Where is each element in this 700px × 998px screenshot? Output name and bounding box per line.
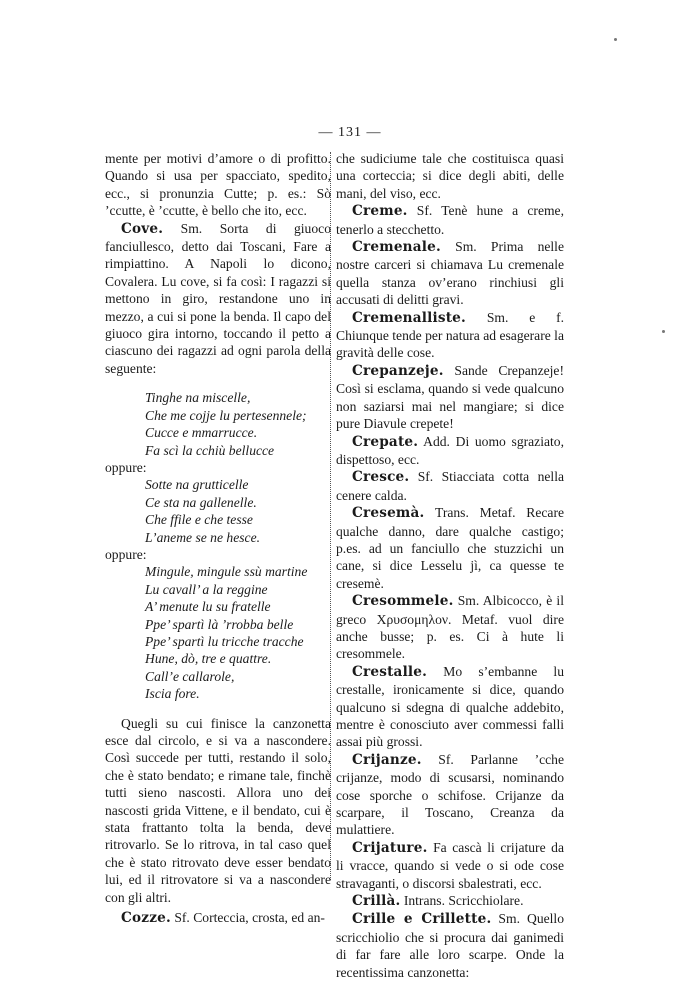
right-column [336, 150, 564, 981]
verse-line: Call’e callarole, [145, 668, 235, 684]
headword: Crille e Crillette. [352, 911, 492, 928]
entry-cremenalliste [336, 309, 564, 362]
entry-cove [105, 220, 331, 378]
verse-line: Che ffile e che tesse [145, 512, 253, 528]
entry-text: Mo s’embanne lu crestalle, ironicamente si dice, quando qualcuno si sdegna di qualche addebito, mentre è conosciuto aver commessi falli assai più grossi. [336, 663, 564, 750]
entry-cresema [336, 504, 564, 592]
verse-2 [105, 476, 331, 546]
entry-text: Add. Di uomo sgraziato, dispettoso, ecc. [336, 433, 564, 467]
scan-speck [614, 38, 617, 41]
paragraph-game-rules: Quegli su cui finisce la canzonetta esce dal circolo, e si va a nascondere. Così succede per tutti, restando il solo, che è stato bendato; e rimane tale, finchè tutti sieno nascosti. Allora uno dei nascosti grida Vittene, e il bendato, cui è stata frattanto tolta la benda, deve ritrovarlo. Se lo ritrova, in tal caso quel che è stato ritrovato deve esser bendato lui, ed il ritrovatore si va a nascondere con gli altri. [105, 715, 331, 905]
verse-line: Lu cavall’ a la reggine [145, 581, 268, 597]
entry-crepate [336, 433, 564, 469]
headword: Crijanze. [352, 751, 422, 768]
entry-text: Sf. Parlanne ’cche crijanze, modo di scusarsi, nominando cose sporche o schifose. Crijanze da scarpare, il Toscano, Creanza da mulattiere. [336, 751, 564, 838]
entry-crestalle [336, 663, 564, 751]
headword: Crepanzeje. [352, 362, 444, 379]
entry-crepanzeje [336, 362, 564, 433]
entry-cresce [336, 468, 564, 504]
headword: Crestalle. [352, 663, 428, 680]
verse-line: Ppe’ spartì lu tricche tracche [145, 633, 304, 649]
verse-line: Fa scì la cchiù bellucce [145, 442, 275, 458]
scan-speck [662, 330, 665, 333]
verse-line: Cucce e mmarrucce. [145, 425, 258, 441]
verse-line: A’ menute lu su fratelle [145, 599, 271, 615]
oppure-label: oppure: [105, 546, 147, 562]
entry-text: Sm. Albicocco, è il greco Χρυσομηλον. Metaf. vuol dire anche busse; p. es. Ci à hute li cresommele. [336, 593, 564, 662]
entry-text: Sm. e f. Chiunque tende per natura ad esagerare la gravità delle cose. [336, 309, 564, 361]
verse-line: Ce sta na gallenelle. [145, 494, 257, 510]
headword: Cresce. [352, 469, 410, 486]
verse-3 [105, 563, 331, 702]
verse-line: Hune, dò, tre e quattre. [145, 651, 272, 667]
paragraph-cozze-cont: che sudiciume tale che costituisca quasi una corteccia; si dice degli abiti, delle mani, del viso, ecc. [336, 151, 564, 201]
oppure-label: oppure: [105, 459, 147, 475]
headword: Cove. [121, 220, 164, 237]
entry-cresommele [336, 592, 564, 663]
verse-line: L’aneme se ne hesce. [145, 529, 260, 545]
headword: Cremenalliste. [352, 309, 466, 326]
entry-text: Sm. Prima nelle nostre carceri si chiamava Lu cremenale quella stanza ov’erano rinchiusi gli accusati di delitti gravi. [336, 239, 564, 308]
entry-text: Sande Crepanzeje! Così si esclama, quando si vede qualcuno non saziarsi mai nel mangiare; si dice pure Diavule crepete! [336, 362, 564, 432]
verse-line: Mingule, mingule ssù martine [145, 564, 308, 580]
entry-text: Trans. Metaf. Recare qualche danno, dare qualche castigo; p.es. ad un fanciullo che stuzzichi un cane, si dice Lesselu jì, ca quesse te cresemè. [336, 505, 564, 591]
left-column [105, 150, 331, 927]
verse-line: Iscia fore. [145, 686, 200, 702]
headword: Cremenale. [352, 239, 441, 256]
entry-text: Sm. Sorta di giuoco fanciullesco, detto dai Toscani, Fare a rimpiattino. A Napoli lo dicono, Covalera. Lu cove, si fa così: I ragazzi si mettono in giro, restandone uno in mezzo, a cui si pone la benda. Il capo del giuoco gira intorno, toccando il petto a ciascuno dei ragazzi ad ogni parola della seguente: [105, 220, 331, 376]
entry-text: Sf. Corteccia, crosta, ed an- [170, 910, 325, 926]
verse-1 [105, 389, 331, 459]
verse-line: Ppe’ spartì là ’rrobba belle [145, 616, 294, 632]
verse-line: Che me cojje lu pertesennele; [145, 407, 307, 423]
verse-line: Tinghe na miscelle, [145, 390, 251, 406]
entry-cremenale [336, 238, 564, 309]
headword: Crillà. [352, 893, 401, 910]
entry-text: Fa cascà li crijature da li vracce, quando si vede o si ode cose stravaganti, o discorsi sbalestrati, ecc. [336, 839, 564, 891]
entry-text: Intrans. Scricchiolare. [400, 893, 524, 909]
paragraph-cutte: mente per motivi d’amore o di profitto. Quando si usa per spacciato, spedito, ecc., si pronunzia Cutte; p. es.: Sò ’ccutte, è ’ccutte, è bello che ito, ecc. [105, 151, 331, 219]
entry-crijanze [336, 751, 564, 839]
headword: Cresemà. [352, 505, 425, 522]
headword: Creme. [352, 203, 408, 220]
page-number: — 131 — [318, 125, 382, 140]
entry-text: Sm. Quello scricchiolio che si procura dai ganimedi di far fare alle loro scarpe. Onde la recentissima canzonetta: [336, 911, 564, 980]
entry-text: Sf. Stiacciata cotta nella cenere calda. [336, 469, 564, 503]
entry-cozze [105, 909, 331, 927]
entry-crilla [336, 892, 564, 910]
headword: Cozze. [121, 910, 171, 927]
verse-line: Sotte na grutticelle [145, 477, 249, 493]
headword: Crijature. [352, 839, 428, 856]
entry-crille [336, 910, 564, 981]
headword: Cresommele. [352, 593, 454, 610]
entry-text: Sf. Tenè hune a creme, tenerlo a stecchetto. [336, 203, 564, 237]
headword: Crepate. [352, 433, 419, 450]
entry-creme [336, 202, 564, 238]
entry-crijature [336, 839, 564, 892]
